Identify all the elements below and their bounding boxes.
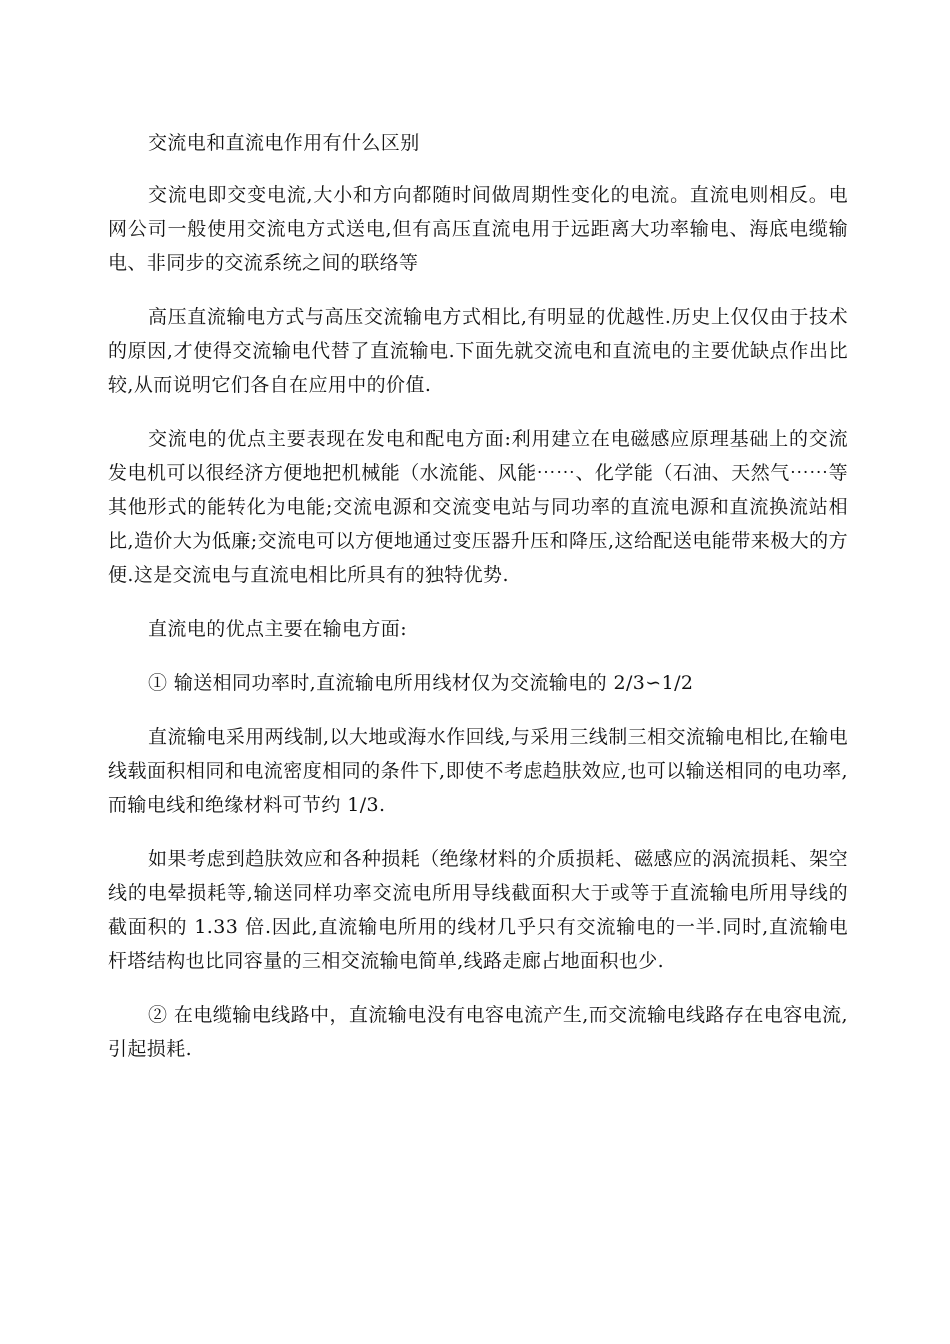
paragraph-point-two: ② 在电缆输电线路中，直流输电没有电容电流产生,而交流输电线路存在电容电流,引起损耗. bbox=[108, 1004, 848, 1060]
paragraph-point-one: ① 输送相同功率时,直流输电所用线材仅为交流输电的 2/3∽1/2 bbox=[148, 672, 694, 694]
paragraph-dc-advantages-intro: 直流电的优点主要在输电方面: bbox=[148, 618, 408, 640]
document-body bbox=[108, 126, 848, 1086]
paragraph-ac-dc-definition: 交流电即交变电流,大小和方向都随时间做周期性变化的电流。直流电则相反。电网公司一般使用交流电方式送电,但有高压直流电用于远距离大功率输电、海底电缆输电、非同步的交流系统之间的联络等 bbox=[108, 184, 848, 274]
paragraph-ac-advantages: 交流电的优点主要表现在发电和配电方面:利用建立在电磁感应原理基础上的交流发电机可以很经济方便地把机械能（水流能、风能⋯⋯、化学能（石油、天然气⋯⋯等其他形式的能转化为电能;交流电源和交流变电站与同功率的直流电源和直流换流站相比,造价大为低廉;交流电可以方便地通过变压器升压和降压,这给配送电能带来极大的方便.这是交流电与直流电相比所具有的独特优势. bbox=[108, 428, 848, 586]
document-title: 交流电和直流电作用有什么区别 bbox=[148, 132, 420, 154]
paragraph-hvdc-advantage: 高压直流输电方式与高压交流输电方式相比,有明显的优越性.历史上仅仅由于技术的原因,才使得交流输电代替了直流输电.下面先就交流电和直流电的主要优缺点作出比较,从而说明它们各自在应用中的价值. bbox=[108, 306, 848, 396]
paragraph-two-wire-system: 直流输电采用两线制,以大地或海水作回线,与采用三线制三相交流输电相比,在输电线载面积相同和电流密度相同的条件下,即使不考虑趋肤效应,也可以输送相同的电功率,而输电线和绝缘材料可节约 1/3. bbox=[108, 726, 848, 816]
paragraph-skin-effect: 如果考虑到趋肤效应和各种损耗（绝缘材料的介质损耗、磁感应的涡流损耗、架空线的电晕损耗等,输送同样功率交流电所用导线截面积大于或等于直流输电所用导线的截面积的 1.33 倍.因此,直流输电所用的线材几乎只有交流输电的一半.同时,直流输电杆塔结构也比同容量的三相交流输电简单,线路走廊占地面积也少. bbox=[108, 848, 848, 972]
